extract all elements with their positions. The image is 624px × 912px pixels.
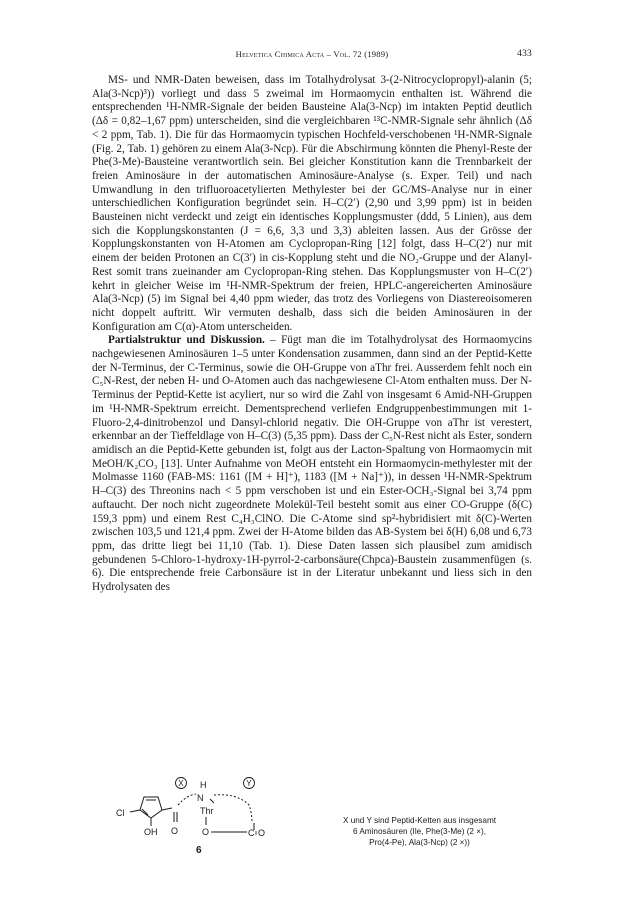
structure-figure	[92, 775, 532, 875]
label-y: Y	[246, 779, 252, 788]
label-oh: OH	[144, 827, 158, 837]
journal-title: Helvetica Chimica Acta – Vol. 72 (1989)	[235, 49, 389, 59]
label-c: C	[248, 828, 255, 838]
caption-line: Pro(4-Pe), Ala(3-Ncp) (2 ×))	[369, 838, 470, 847]
label-cl: Cl	[116, 808, 125, 818]
label-x: X	[178, 779, 184, 788]
label-thr: Thr	[200, 806, 214, 816]
figure-caption	[312, 815, 527, 848]
label-n: N	[197, 793, 204, 803]
paragraph-partial-structure	[92, 334, 532, 594]
main-text	[92, 74, 532, 595]
chemical-structure-6	[112, 775, 312, 875]
page-number: 433	[517, 49, 532, 59]
caption-line: X und Y sind Peptid-Ketten aus insgesamt	[342, 816, 497, 825]
section-text: – Fügt man die im Totalhydrolysat des Hormaomycins nachgewiesenen Aminosäuren 1–5 unter Kondensation zusammen, dann sind an der Peptid-Kette der N-Terminus, der C-Terminus, sowie die OH-Gruppe von aThr frei. Ausserdem fehlt noch ein C₅N-Rest, der neben H- und O-Atomen auch das nachgewiesene Cl-Atom enthalten muss. Der N-Terminus der Peptid-Kette ist acyliert, nur so wird die Zahl von insgesamt 6 Amid-NH-Gruppen im ¹H-NMR-Spektrum erreicht. Dementsprechend verliefen Endgruppenbestimmungen mit 1-Fluoro-2,4-dinitrobenzol und Dansyl-chlorid negativ. Die OH-Gruppe von aThr ist verestert, erkennbar an der Tieffeldlage von H–C(3) (5,35 ppm). Dass der C₅N-Rest nicht als Ester, sondern amidisch an die Peptid-Kette gebunden ist, folgt aus der Lacton-Spaltung von Hormaomycin mit MeOH/K₂CO₃ [13]. Unter Aufnahme von MeOH entsteht ein Hormaomycin-methylester mit der Molmasse 1160 (FAB-MS: 1161 ([M + H]⁺), 1183 ([M + Na]⁺)), in dessen ¹H-NMR-Spektrum H–C(3) des Threonins nach < 5 ppm verschoben ist und ein Ester-OCH₃-Signal bei 3,74 ppm auftaucht. Der noch nicht zugeordnete Molekül-Teil besteht somit aus einer CO-Gruppe (δ(C) 159,3 ppm) und einem Rest C₄H₃ClNO. Die C-Atome sind sp²-hybridisiert mit δ(C)-Werten zwischen 103,5 und 121,4 ppm. Zwei der H-Atome bilden das AB-System bei δ(H) 6,08 und 6,73 ppm, das dritte liegt bei 11,10 (Tab. 1). Diese Daten lassen sich plausibel zum amidisch gebundenen 5-Chloro-1-hydroxy-1H-pyrrol-2-carbonsäure(Chpca)-Baustein zusammenfügen (s. 6). Die entsprechende freie Carbonsäure ist in der Literatur unbekannt und liess sich in den Hydrolysaten des	[92, 334, 532, 594]
section-heading: Partialstruktur und Diskussion.	[108, 334, 265, 347]
running-header	[92, 49, 532, 61]
label-o-ester: O	[202, 827, 210, 837]
compound-number: 6	[196, 845, 202, 856]
label-o-double: O	[258, 828, 266, 838]
caption-line: 6 Aminosäuren (Ile, Phe(3-Me) (2 ×),	[352, 827, 487, 836]
label-h: H	[200, 780, 207, 790]
label-o-carbonyl: O	[171, 826, 179, 836]
paragraph-nmr-data: MS- und NMR-Daten beweisen, dass im Totalhydrolysat 3-(2-Nitrocyclopropyl)-alanin (5; Ala(3-Ncp)³)) vorliegt und dass 5 zweimal im Hormaomycin enthalten ist. Während die entsprechenden ¹H-NMR-Signale der beiden Bausteine Ala(3-Ncp) im intakten Peptid deutlich (Δδ = 0,82–1,67 ppm) unterscheiden, sind die vergleichbaren ¹³C-NMR-Signale sehr ähnlich (Δδ < 2 ppm, Tab. 1). Die für das Hormaomycin typischen Hochfeld-verschobenen ¹H-NMR-Signale (Fig. 2, Tab. 1) gehören zu einem Ala(3-Ncp). Für die Abschirmung könnten die Phenyl-Reste der Phe(3-Me)-Bausteine verantwortlich sein. Bei gleicher Konstitution kann die Trennbarkeit der freien Aminosäure in der automatischen Aminosäure-Analyse (s. Exper. Teil) und nach Umwandlung in den trifluoroacetylierten Methylester bei der GC/MS-Analyse nur in einer unterschiedlichen Konfiguration begründet sein. H–C(2′) (2,90 und 3,99 ppm) ist in beiden Bausteinen nicht verdeckt und zeigt ein identisches Kopplungsmuster (ddd, 5 Linien), aus dem sich die Kopplungskonstanten (J = 6,6, 3,3 und 3,3) ableiten lassen. Aus der Grösse der Kopplungskonstanten von H-Atomen am Cyclopropan-Ring [12] folgt, dass H–C(2′) nur mit einem der beiden Protonen an C(3′) in cis-Kopplung steht und die NO₂-Gruppe und der Alanyl-Rest somit trans zueinander am Cyclopropan-Ring stehen. Das Kopplungsmuster von H–C(2′) kehrt in gleicher Weise im ¹H-NMR-Spektrum der freien, HPLC-angereicherten Aminosäure Ala(3-Ncp) (5) im Signal bei 4,40 ppm wieder, das trotz des Vorliegens von Diastereoisomeren nicht doppelt auftritt. Wir vermuten deshalb, dass sich die beiden Aminosäuren in der Konfiguration am C(α)-Atom unterscheiden.	[92, 74, 532, 333]
